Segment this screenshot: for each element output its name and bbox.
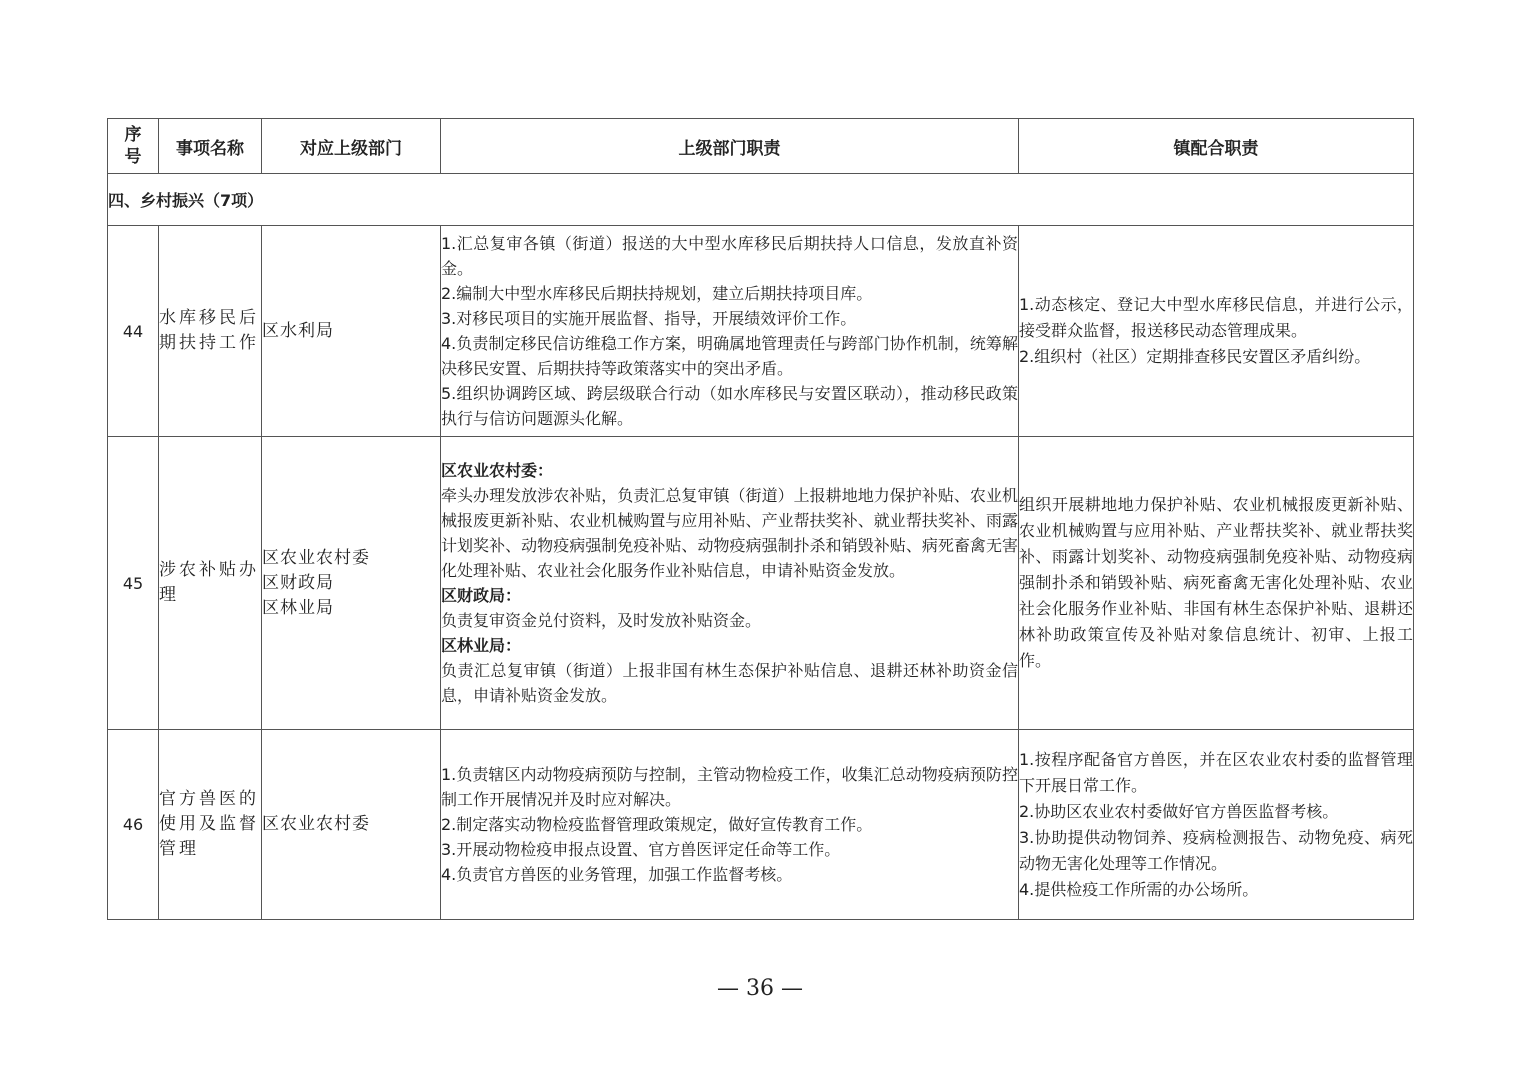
duty-item: 1.汇总复审各镇（街道）报送的大中型水库移民后期扶持人口信息，发放直补资金。 xyxy=(441,234,1018,278)
duty-item: 2.编制大中型水库移民后期扶持规划，建立后期扶持项目库。 xyxy=(441,284,873,303)
duty-item: 4.负责制定移民信访维稳工作方案，明确属地管理责任与跨部门协作机制，统筹解决移民安置、后期扶持等政策落实中的突出矛盾。 xyxy=(441,334,1018,378)
row-superior-duties xyxy=(441,437,1019,730)
town-duty-item: 1.按程序配备官方兽医，并在区农业农村委的监督管理下开展日常工作。 xyxy=(1019,749,1413,795)
table-row xyxy=(108,437,1414,730)
header-item-name: 事项名称 xyxy=(159,119,262,174)
row-town-duties xyxy=(1019,730,1414,920)
section-title: 四、乡村振兴（7项） xyxy=(108,174,1414,226)
row-superior-duties xyxy=(441,226,1019,437)
row-superior-dept xyxy=(262,437,441,730)
duty-subheading: 区农业农村委： xyxy=(441,461,554,480)
duty-item: 5.组织协调跨区域、跨层级联合行动（如水库移民与安置区联动），推动移民政策执行与信访问题源头化解。 xyxy=(441,384,1018,428)
table-row xyxy=(108,226,1414,437)
row-superior-dept: 区水利局 xyxy=(262,226,441,437)
town-duty-item: 3.协助提供动物饲养、疫病检测报告、动物免疫、病死动物无害化处理等工作情况。 xyxy=(1019,827,1413,873)
town-duty-item: 4.提供检疫工作所需的办公场所。 xyxy=(1019,879,1259,899)
dept-name: 区农业农村委 xyxy=(262,547,370,568)
row-town-duties xyxy=(1019,226,1414,437)
duty-item: 1.负责辖区内动物疫病预防与控制，主管动物检疫工作，收集汇总动物疫病预防控制工作开展情况并及时应对解决。 xyxy=(441,765,1018,809)
town-duty-item: 2.组织村（社区）定期排查移民安置区矛盾纠纷。 xyxy=(1019,347,1371,366)
table-row xyxy=(108,730,1414,920)
dept-name: 区财政局 xyxy=(262,572,334,593)
row-seq: 45 xyxy=(108,437,159,730)
duty-table xyxy=(107,118,1414,920)
table-header-row xyxy=(108,119,1414,174)
row-item-name: 官方兽医的使用及监督管理 xyxy=(159,730,262,920)
header-town-duties: 镇配合职责 xyxy=(1019,119,1414,174)
row-seq: 44 xyxy=(108,226,159,437)
section-row xyxy=(108,174,1414,226)
row-item-name: 水库移民后期扶持工作 xyxy=(159,226,262,437)
row-superior-dept: 区农业农村委 xyxy=(262,730,441,920)
row-town-duties xyxy=(1019,437,1414,730)
header-superior-duties: 上级部门职责 xyxy=(441,119,1019,174)
duty-item: 4.负责官方兽医的业务管理，加强工作监督考核。 xyxy=(441,865,793,884)
header-seq: 序号 xyxy=(108,119,159,174)
town-duty-item: 1.动态核定、登记大中型水库移民信息，并进行公示，接受群众监督，报送移民动态管理成果。 xyxy=(1019,295,1413,340)
header-superior-dept: 对应上级部门 xyxy=(262,119,441,174)
duty-item: 2.制定落实动物检疫监督管理政策规定，做好宣传教育工作。 xyxy=(441,815,873,834)
dept-name: 区林业局 xyxy=(262,597,334,618)
town-duty-item: 组织开展耕地地力保护补贴、农业机械报废更新补贴、农业机械购置与应用补贴、产业帮扶奖补、就业帮扶奖补、雨露计划奖补、动物疫病强制免疫补贴、动物疫病强制扑杀和销毁补贴、病死畜禽无害化处理补贴、农业社会化服务作业补贴、非国有林生态保护补贴、退耕还林补助政策宣传及补贴对象信息统计、初审、上报工作。 xyxy=(1019,495,1413,670)
duty-item: 3.对移民项目的实施开展监督、指导，开展绩效评价工作。 xyxy=(441,309,857,328)
row-item-name: 涉农补贴办理 xyxy=(159,437,262,730)
row-superior-duties xyxy=(441,730,1019,920)
town-duty-item: 2.协助区农业农村委做好官方兽医监督考核。 xyxy=(1019,801,1339,821)
duty-subheading: 区林业局： xyxy=(441,636,522,655)
row-seq: 46 xyxy=(108,730,159,920)
duty-item: 3.开展动物检疫申报点设置、官方兽医评定任命等工作。 xyxy=(441,840,841,859)
duty-item: 负责复审资金兑付资料，及时发放补贴资金。 xyxy=(441,611,762,630)
duty-item: 牵头办理发放涉农补贴，负责汇总复审镇（街道）上报耕地地力保护补贴、农业机械报废更新补贴、农业机械购置与应用补贴、产业帮扶奖补、就业帮扶奖补、雨露计划奖补、动物疫病强制免疫补贴、动物疫病强制扑杀和销毁补贴、病死畜禽无害化处理补贴、农业社会化服务作业补贴信息，申请补贴资金发放。 xyxy=(441,486,1018,580)
page-number: — 36 — xyxy=(717,976,803,1001)
duty-subheading: 区财政局： xyxy=(441,586,522,605)
duty-item: 负责汇总复审镇（街道）上报非国有林生态保护补贴信息、退耕还林补助资金信息，申请补贴资金发放。 xyxy=(441,661,1018,705)
